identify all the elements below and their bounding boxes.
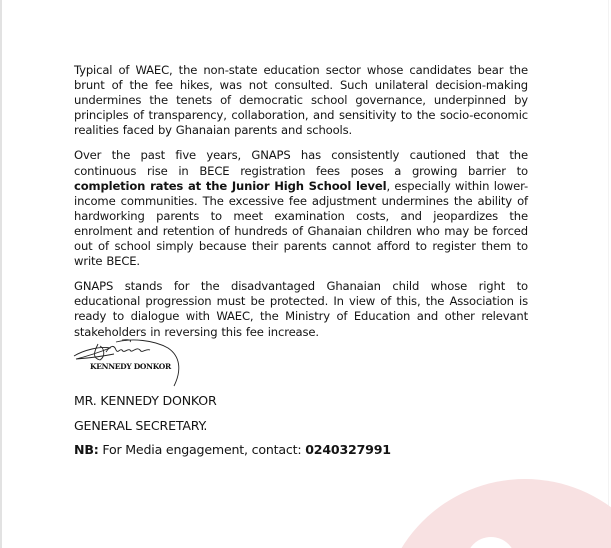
signatory-name: MR. KENNEDY DONKOR: [74, 393, 217, 408]
contact-phone: 0240327991: [305, 442, 391, 457]
note-text: For Media engagement, contact:: [98, 442, 306, 457]
signatory-title: GENERAL SECRETARY.: [74, 418, 208, 433]
emphasis-text: completion rates at the Junior High School level: [74, 178, 387, 193]
paragraph-consultation: [74, 63, 528, 138]
paragraph-stance: [74, 279, 528, 339]
paragraph-fee-barrier: [74, 148, 528, 269]
paragraph-text: GNAPS stands for the disadvantaged Ghanaian child whose right to educational progression must be protected. In view of this, the Association is ready to dialogue with WAEC, the Ministry of Education and other relevant stakeholders in reversing this fee increase.: [74, 279, 528, 339]
page-left-border: [0, 0, 2, 548]
paragraph-text: Over the past five years, GNAPS has consistently cautioned that the continuous rise in BECE registration fees poses a growing barrier to: [74, 148, 528, 178]
paragraph-text: Typical of WAEC, the non-state education sector whose candidates bear the brunt of the fee hikes, was not consulted. Such unilateral decision-making undermines the tenets of democratic school governance, underpinned by principles of transparency, collaboration, and sensitivity to the socio-economic realities faced by Ghanaian parents and schools.: [74, 63, 528, 138]
media-contact-note: [74, 442, 391, 458]
page-right-border: [608, 0, 609, 548]
letter-body: [74, 63, 528, 350]
signature-printed-name: KENNEDY DONKOR: [90, 362, 171, 371]
signature: [70, 336, 190, 390]
note-label: NB:: [74, 442, 99, 457]
paragraph-text: , especially within lower-income communities. The excessive fee adjustment undermines the ability of hardworking parents to meet examination costs, and jeopardizes the enrolment and retention of hundreds of Ghanaian children who may be forced out of school simply because their parents cannot afford to register them to write BECE.: [74, 178, 528, 269]
